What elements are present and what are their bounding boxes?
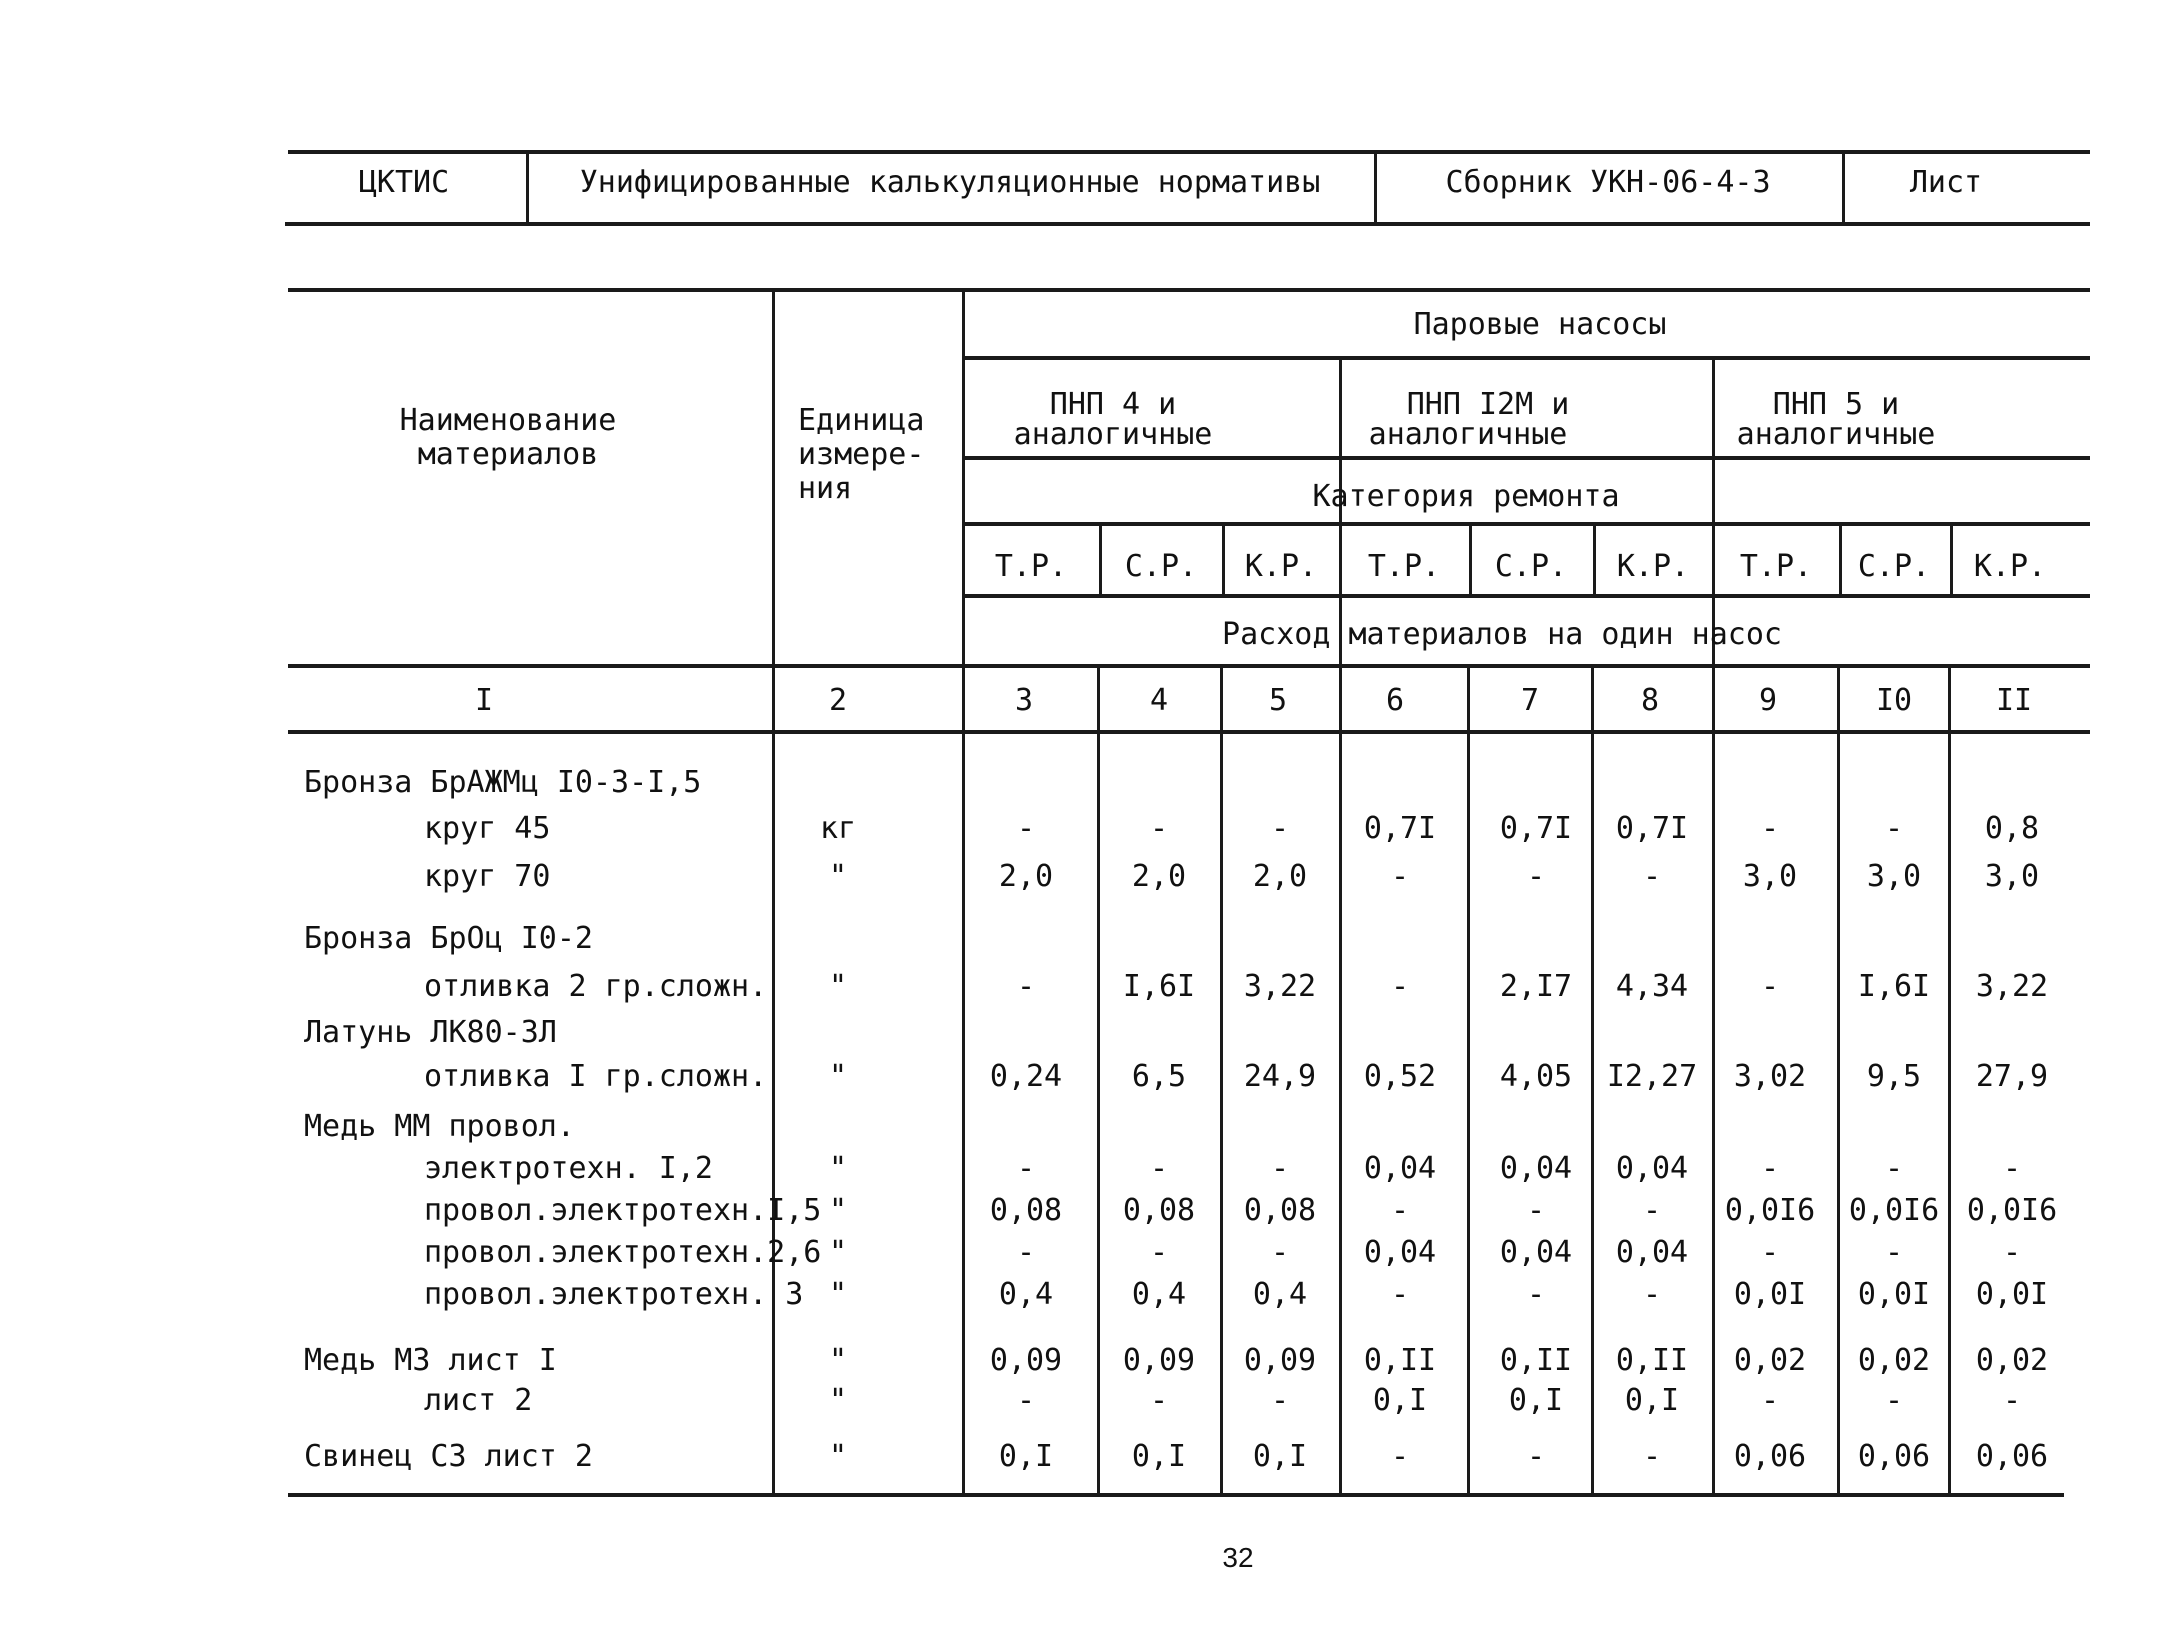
table-row-unit: " xyxy=(828,1193,848,1228)
table-cell: 0,08 xyxy=(989,1193,1063,1228)
table-cell: - xyxy=(1390,859,1410,894)
repair-category-heading: Категория ремонта xyxy=(1312,479,1620,514)
table-cell: - xyxy=(1149,811,1169,846)
repair-type: С.Р. xyxy=(1494,549,1568,584)
column-number: 9 xyxy=(1758,683,1778,718)
pump-group-name: ПНП 5 и xyxy=(1772,387,1900,422)
table-cell: 0,4 xyxy=(1252,1277,1308,1312)
table-cell: 0,I xyxy=(1372,1383,1428,1418)
table-cell: 0,0I6 xyxy=(1966,1193,2058,1228)
col-divider xyxy=(1839,524,1842,596)
table-cell: - xyxy=(2002,1235,2022,1270)
column-number: 7 xyxy=(1520,683,1540,718)
table-cell: - xyxy=(1642,1193,1662,1228)
header-org: ЦКТИС xyxy=(358,165,450,200)
table-cell: 0,0I6 xyxy=(1848,1193,1940,1228)
table-cell: - xyxy=(1270,811,1290,846)
column-number: 3 xyxy=(1014,683,1034,718)
repair-type: К.Р. xyxy=(1973,549,2047,584)
consumption-heading: Расход материалов на один насос xyxy=(1222,617,1782,652)
table-cell: 0,04 xyxy=(1363,1151,1437,1186)
table-cell: - xyxy=(1760,1235,1780,1270)
col-divider xyxy=(1099,524,1102,596)
table-row-unit: " xyxy=(828,1059,848,1094)
repair-type: Т.Р. xyxy=(1367,549,1441,584)
rule-under-repair-types xyxy=(964,594,2090,598)
repair-type: Т.Р. xyxy=(1739,549,1813,584)
table-cell: 4,05 xyxy=(1499,1059,1573,1094)
col-divider xyxy=(1837,666,1840,1494)
table-cell: - xyxy=(1884,1151,1904,1186)
table-cell: 0,4 xyxy=(998,1277,1054,1312)
table-cell: 0,II xyxy=(1363,1343,1437,1378)
table-cell: 0,I xyxy=(1624,1383,1680,1418)
col-divider xyxy=(1950,524,1953,596)
table-cell: I2,27 xyxy=(1606,1059,1698,1094)
pump-group-sub: аналогичные xyxy=(1013,417,1213,452)
table-cell: 0,II xyxy=(1615,1343,1689,1378)
repair-type: К.Р. xyxy=(1616,549,1690,584)
table-cell: - xyxy=(1526,1277,1546,1312)
table-row-label: провол.электротехн. 3 xyxy=(424,1277,804,1312)
table-cell: - xyxy=(1149,1151,1169,1186)
table-cell: 0,02 xyxy=(1857,1343,1931,1378)
table-cell: - xyxy=(1016,1235,1036,1270)
col-divider xyxy=(1948,666,1951,1494)
table-cell: 0,8 xyxy=(1984,811,2040,846)
table-row-label: Медь ММ провол. xyxy=(304,1109,575,1144)
table-cell: - xyxy=(1526,1193,1546,1228)
table-top-rule xyxy=(288,288,2090,292)
table-cell: I,6I xyxy=(1857,969,1931,1004)
table-cell: 0,02 xyxy=(1733,1343,1807,1378)
table-row-label: Латунь ЛК80-3Л xyxy=(304,1015,557,1050)
table-cell: 24,9 xyxy=(1243,1059,1317,1094)
table-cell: 0,09 xyxy=(1122,1343,1196,1378)
table-cell: 3,02 xyxy=(1733,1059,1807,1094)
table-cell: 0,0I xyxy=(1857,1277,1931,1312)
table-cell: - xyxy=(1016,811,1036,846)
table-row-unit: " xyxy=(828,1277,848,1312)
header-sheet: Лист xyxy=(1909,165,1983,200)
table-cell: 3,22 xyxy=(1243,969,1317,1004)
repair-type: К.Р. xyxy=(1244,549,1318,584)
table-row-unit: " xyxy=(828,859,848,894)
table-row-label: лист 2 xyxy=(424,1383,533,1418)
col-divider-group xyxy=(1712,358,1715,1494)
table-row-label: Медь МЗ лист I xyxy=(304,1343,557,1378)
table-cell: - xyxy=(1642,859,1662,894)
table-cell: - xyxy=(1526,1439,1546,1474)
table-cell: 3,0 xyxy=(1866,859,1922,894)
col-material-heading: Наименование материалов xyxy=(399,403,617,472)
col-divider-values xyxy=(962,290,965,1494)
table-row-label: электротехн. I,2 xyxy=(424,1151,713,1186)
table-row-label: Свинец СЗ лист 2 xyxy=(304,1439,593,1474)
table-cell: 2,0 xyxy=(1252,859,1308,894)
table-cell: - xyxy=(1390,1439,1410,1474)
pump-group-sub: аналогичные xyxy=(1736,417,1936,452)
table-cell: 0,I xyxy=(1252,1439,1308,1474)
page-number: 32 xyxy=(1222,1542,1254,1573)
table-cell: 0,0I xyxy=(1975,1277,2049,1312)
table-cell: - xyxy=(1149,1235,1169,1270)
table-cell: - xyxy=(1642,1277,1662,1312)
table-cell: - xyxy=(1016,1151,1036,1186)
table-row-unit: " xyxy=(828,1343,848,1378)
table-bottom-rule xyxy=(288,1493,2064,1497)
table-cell: 3,0 xyxy=(1742,859,1798,894)
table-row-label: отливка I гр.сложн. xyxy=(424,1059,768,1094)
pump-group-sub: аналогичные xyxy=(1368,417,1568,452)
col-divider-unit xyxy=(772,290,775,1494)
column-number: I0 xyxy=(1875,683,1913,718)
table-row-unit: " xyxy=(828,1439,848,1474)
table-cell: 3,22 xyxy=(1975,969,2049,1004)
table-cell: 0,02 xyxy=(1975,1343,2049,1378)
table-cell: 0,06 xyxy=(1857,1439,1931,1474)
table-cell: - xyxy=(1016,969,1036,1004)
table-cell: 0,0I xyxy=(1733,1277,1807,1312)
table-cell: - xyxy=(2002,1151,2022,1186)
table-cell: - xyxy=(1390,969,1410,1004)
table-cell: 0,04 xyxy=(1363,1235,1437,1270)
table-row-unit: " xyxy=(828,1383,848,1418)
table-cell: 0,09 xyxy=(1243,1343,1317,1378)
table-row-label: Бронза БрОц I0-2 xyxy=(304,921,593,956)
table-cell: - xyxy=(1270,1383,1290,1418)
table-cell: 0,4 xyxy=(1131,1277,1187,1312)
column-number: 5 xyxy=(1268,683,1288,718)
table-cell: 0,04 xyxy=(1499,1235,1573,1270)
table-cell: 0,I xyxy=(998,1439,1054,1474)
col-divider xyxy=(1591,666,1594,1494)
table-cell: 3,0 xyxy=(1984,859,2040,894)
column-number: I xyxy=(474,683,494,718)
table-row-label: провол.электротехн.I,5 xyxy=(424,1193,822,1228)
table-cell: 0,II xyxy=(1499,1343,1573,1378)
column-number: 6 xyxy=(1385,683,1405,718)
table-cell: 0,7I xyxy=(1615,811,1689,846)
header-top-rule xyxy=(288,150,2090,154)
table-cell: 2,0 xyxy=(998,859,1054,894)
table-cell: - xyxy=(1760,1383,1780,1418)
table-cell: 27,9 xyxy=(1975,1059,2049,1094)
table-cell: - xyxy=(2002,1383,2022,1418)
col-divider xyxy=(1220,666,1223,1494)
column-number: II xyxy=(1995,683,2033,718)
table-row-unit: " xyxy=(828,969,848,1004)
repair-type: С.Р. xyxy=(1124,549,1198,584)
table-cell: 0,08 xyxy=(1122,1193,1196,1228)
table-cell: 0,7I xyxy=(1363,811,1437,846)
table-cell: - xyxy=(1270,1151,1290,1186)
header-divider xyxy=(1842,152,1845,224)
rule-under-pump-groups xyxy=(964,456,2090,460)
table-cell: 0,04 xyxy=(1499,1151,1573,1186)
table-cell: I,6I xyxy=(1122,969,1196,1004)
header-collection: Сборник УКН-06-4-3 xyxy=(1445,165,1771,200)
col-divider-group xyxy=(1339,358,1342,1494)
table-cell: 0,09 xyxy=(989,1343,1063,1378)
table-cell: 0,06 xyxy=(1733,1439,1807,1474)
col-divider xyxy=(1469,524,1472,596)
header-bottom-rule xyxy=(285,222,2090,226)
column-number: 4 xyxy=(1149,683,1169,718)
table-cell: 0,I xyxy=(1131,1439,1187,1474)
pump-group-name: ПНП 4 и xyxy=(1049,387,1177,422)
table-cell: 0,0I6 xyxy=(1724,1193,1816,1228)
table-cell: - xyxy=(1149,1383,1169,1418)
rule-under-group-title xyxy=(964,356,2090,360)
table-cell: - xyxy=(1760,811,1780,846)
table-cell: - xyxy=(1884,811,1904,846)
repair-type: С.Р. xyxy=(1857,549,1931,584)
col-divider xyxy=(1097,666,1100,1494)
table-cell: - xyxy=(1884,1235,1904,1270)
table-cell: 0,08 xyxy=(1243,1193,1317,1228)
col-divider xyxy=(1467,666,1470,1494)
column-number: 2 xyxy=(828,683,848,718)
table-cell: 2,I7 xyxy=(1499,969,1573,1004)
table-cell: 9,5 xyxy=(1866,1059,1922,1094)
table-cell: 0,06 xyxy=(1975,1439,2049,1474)
table-cell: 2,0 xyxy=(1131,859,1187,894)
repair-type: Т.Р. xyxy=(994,549,1068,584)
table-cell: 6,5 xyxy=(1131,1059,1187,1094)
table-row-label: Бронза БрАЖМц I0-3-I,5 xyxy=(304,765,702,800)
table-cell: - xyxy=(1270,1235,1290,1270)
table-cell: 4,34 xyxy=(1615,969,1689,1004)
table-row-label: круг 70 xyxy=(424,859,551,894)
table-cell: - xyxy=(1760,1151,1780,1186)
table-cell: 0,24 xyxy=(989,1059,1063,1094)
table-row-label: отливка 2 гр.сложн. xyxy=(424,969,768,1004)
header-divider xyxy=(1374,152,1377,224)
table-cell: - xyxy=(1390,1277,1410,1312)
table-row-label: провол.электротехн.2,6 xyxy=(424,1235,822,1270)
table-cell: 0,52 xyxy=(1363,1059,1437,1094)
table-row-label: круг 45 xyxy=(424,811,551,846)
table-row-unit: кг xyxy=(819,811,857,846)
rule-under-col-numbers xyxy=(288,730,2090,734)
table-cell: - xyxy=(1390,1193,1410,1228)
table-cell: 0,04 xyxy=(1615,1151,1689,1186)
table-cell: - xyxy=(1642,1439,1662,1474)
table-cell: 0,I xyxy=(1508,1383,1564,1418)
rule-under-repair-category xyxy=(964,522,2090,526)
table-cell: 0,04 xyxy=(1615,1235,1689,1270)
table-cell: - xyxy=(1884,1383,1904,1418)
header-divider xyxy=(526,152,529,224)
table-cell: 0,7I xyxy=(1499,811,1573,846)
table-cell: - xyxy=(1526,859,1546,894)
col-divider xyxy=(1593,524,1596,596)
rule-above-col-numbers xyxy=(288,664,2090,668)
group-title: Паровые насосы xyxy=(1413,307,1667,342)
col-divider xyxy=(1222,524,1225,596)
header-title: Унифицированные калькуляционные нормативы xyxy=(579,165,1321,200)
table-row-unit: " xyxy=(828,1151,848,1186)
table-cell: - xyxy=(1016,1383,1036,1418)
table-cell: - xyxy=(1760,969,1780,1004)
pump-group-name: ПНП I2M и xyxy=(1406,387,1570,422)
column-number: 8 xyxy=(1640,683,1660,718)
col-unit-heading: Единица измере- ния xyxy=(798,403,925,506)
table-row-unit: " xyxy=(828,1235,848,1270)
